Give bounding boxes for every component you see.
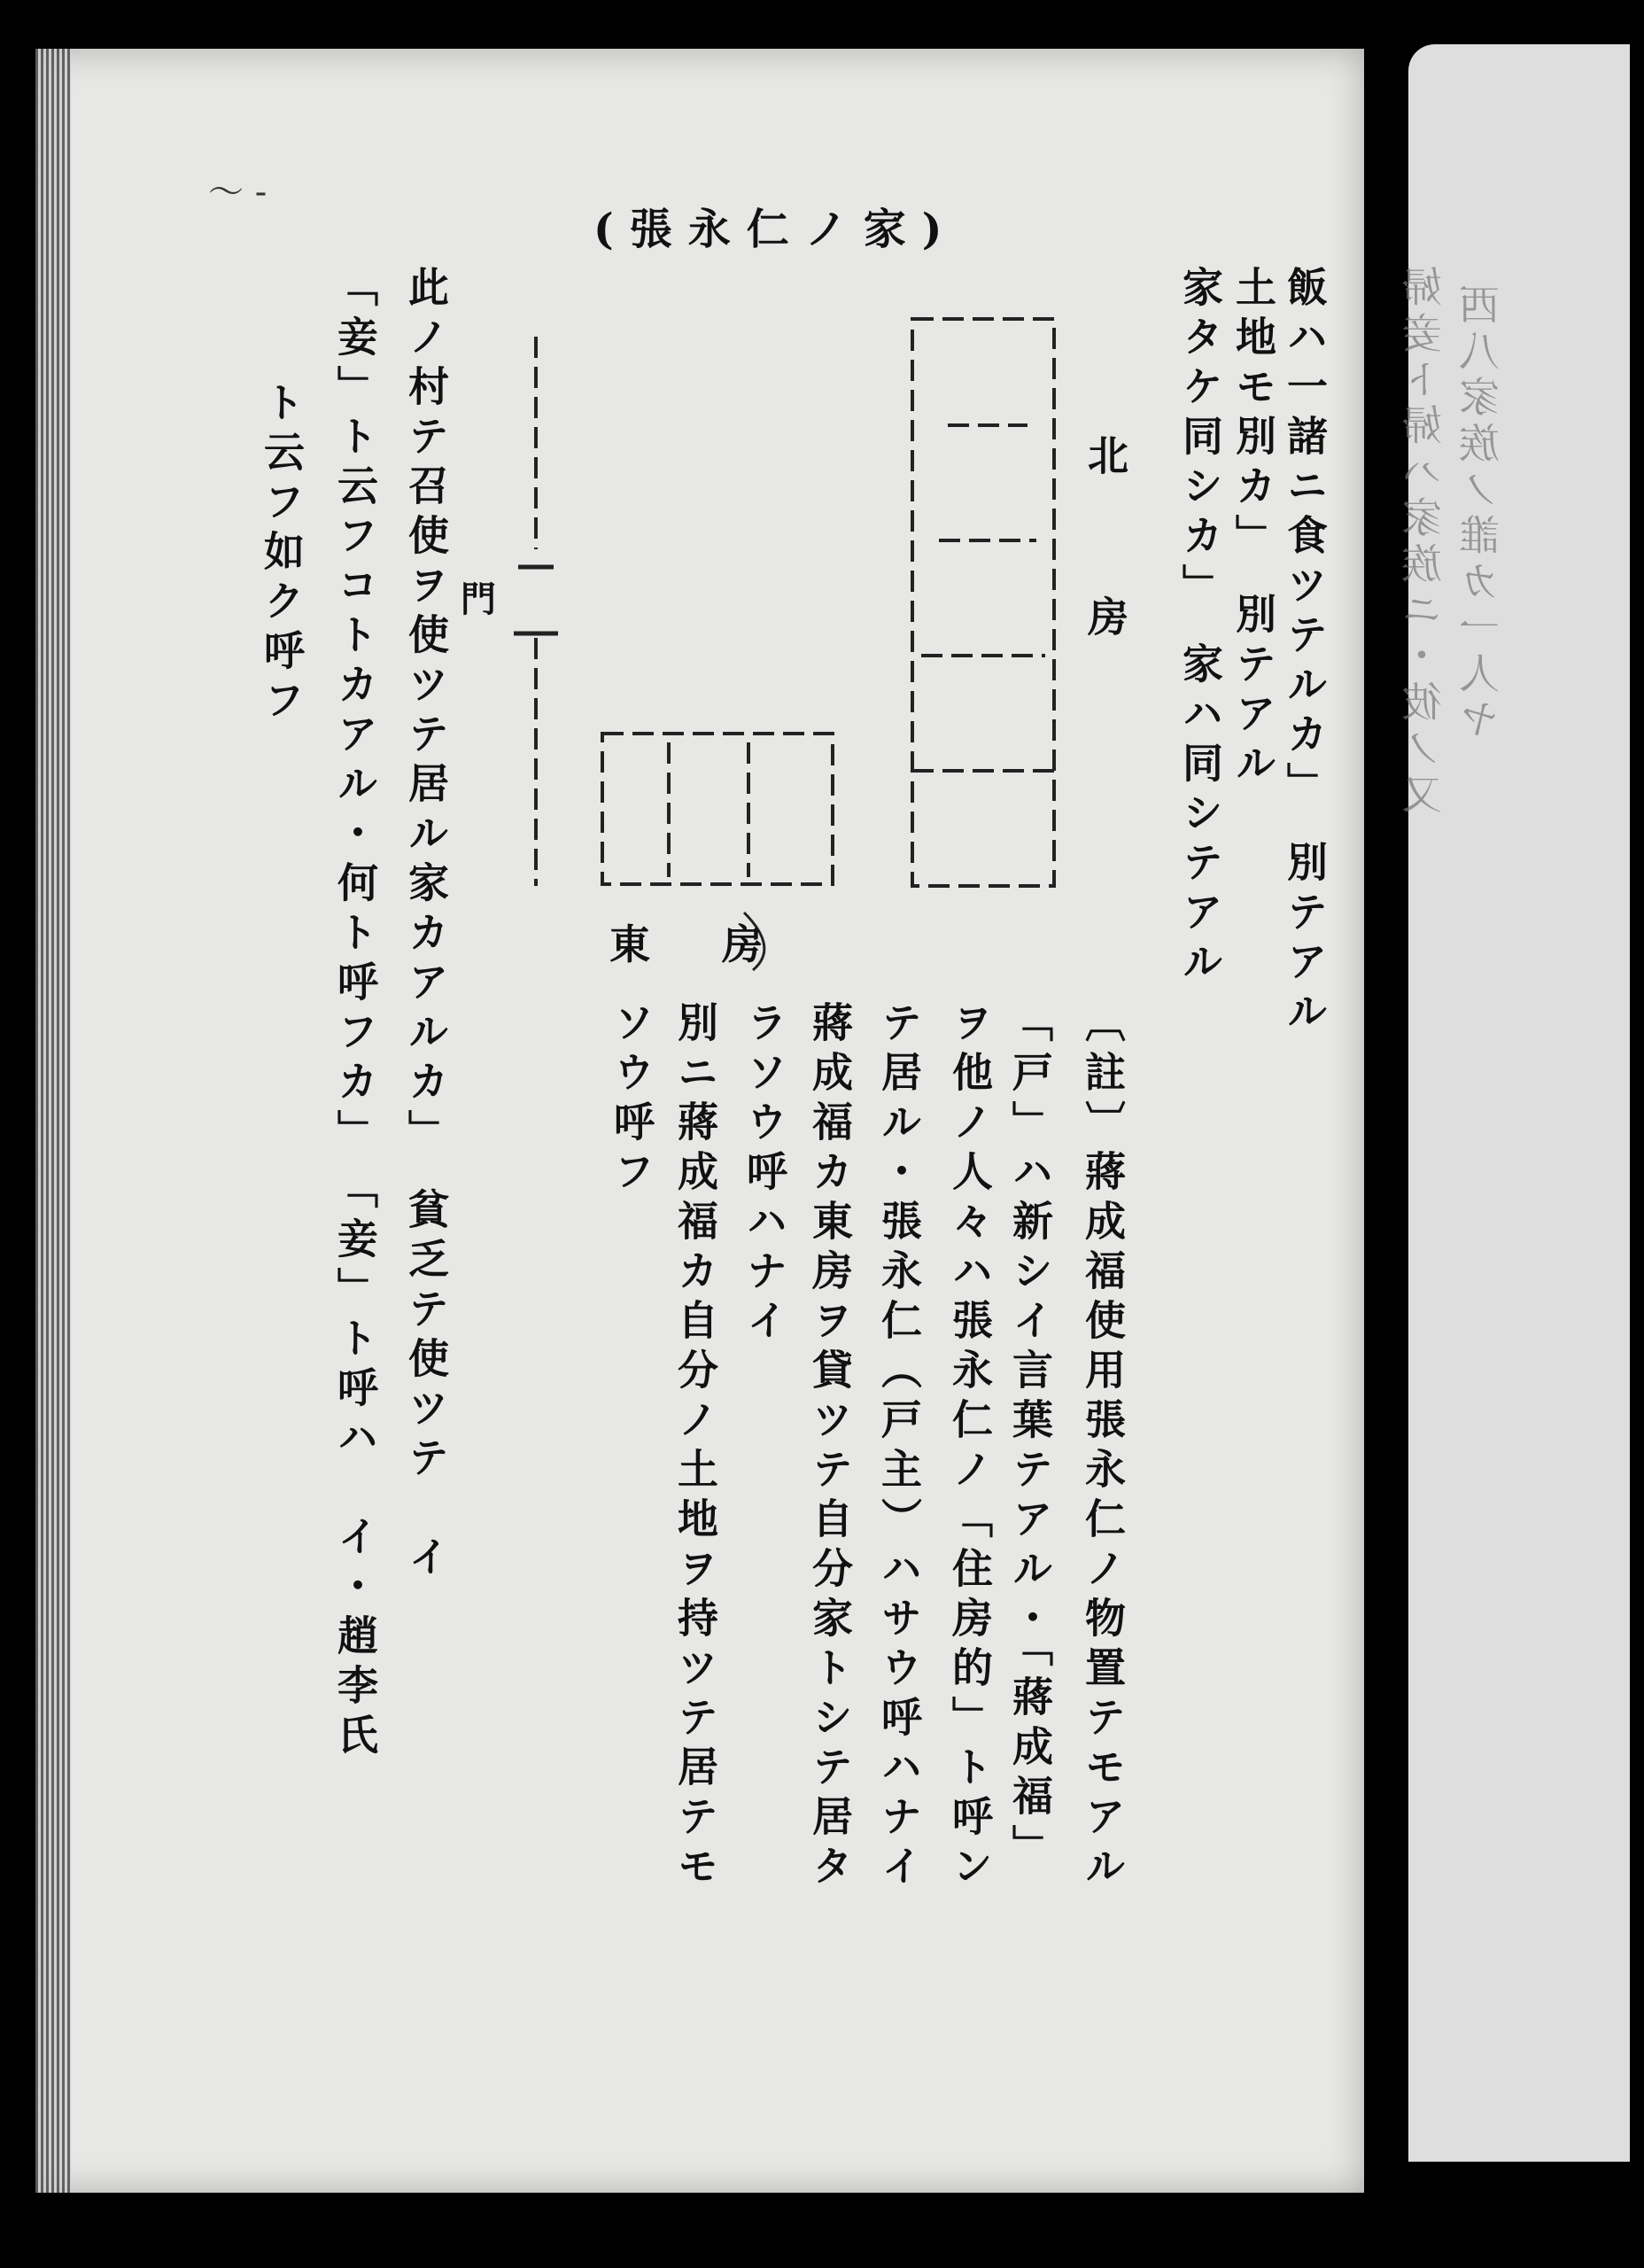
- gate-label: 門: [461, 579, 496, 620]
- text-column: 家タケ同シカ」 家ハ同シテアル: [1176, 266, 1224, 990]
- east-house-outline: [602, 734, 833, 884]
- page-title: (張永仁ノ家): [593, 205, 958, 254]
- page-mark: ～ -: [208, 172, 268, 213]
- north-house-label: 北 房: [1082, 434, 1129, 690]
- note-column: ヲ他ノ人々ハ張永仁ノ「住房的」ト呼ン: [946, 1001, 994, 1894]
- note-column: 〔註〕蔣成福使用張永仁ノ物置テモアル: [1079, 1001, 1127, 1894]
- text-column: 此ノ村テ召使ヲ使ツテ居ル家カアルカ」 貧乏テ使ツテ イ: [402, 266, 450, 1585]
- text-column: ト云フ如ク呼フ: [258, 381, 306, 728]
- note-column: ラソウ呼ハナイ: [741, 1001, 788, 1348]
- note-column: 蔣成福カ東房ヲ貸ツテ自分家トシテ居タ: [806, 1001, 854, 1894]
- bleed-through-text: 婦妾ト婦ハ家族ニ・彼ノ又: [1400, 266, 1448, 819]
- text-column: 「妾」ト云フコトカアル・何ト呼フカ」 「妾」ト呼ハ イ・趙李氏: [331, 266, 379, 1763]
- east-label: 東: [609, 920, 650, 968]
- house-label: 房: [722, 920, 763, 968]
- north-house-outline: [912, 319, 1054, 886]
- text-column: 土地モ別カ」 別テアル: [1229, 266, 1277, 791]
- bleed-through-text: 西八家族ノ誰カ一人ヤ: [1458, 284, 1506, 744]
- note-column: テ居ル・張永仁（戸主）ハサウ呼ハナイ: [875, 1001, 923, 1894]
- note-column: 「戸」ハ新シイ言葉テアル・「蔣成福」: [1006, 1001, 1054, 1874]
- note-column: 別ニ蔣成福カ自分ノ土地ヲ持ツテ居テモ: [671, 1001, 719, 1894]
- note-column: ソウ呼フ: [608, 1001, 655, 1200]
- text-column: 飯ハ一諸ニ食ツテルカ」 別テアル: [1281, 266, 1329, 1039]
